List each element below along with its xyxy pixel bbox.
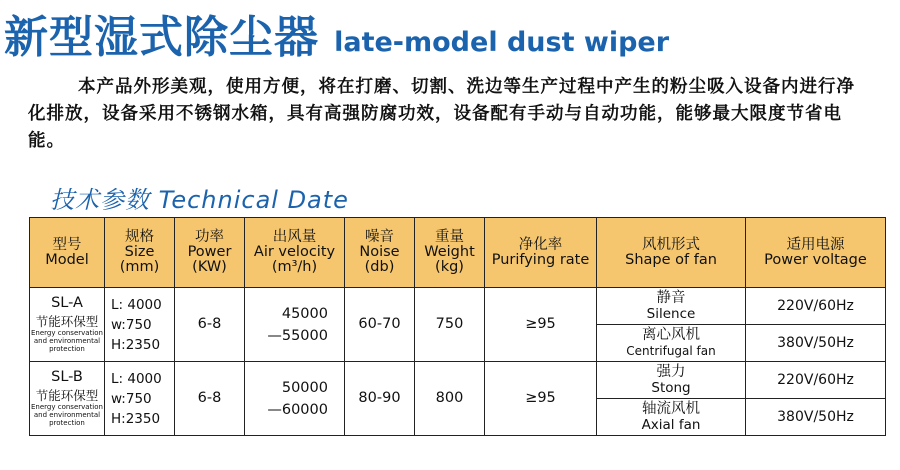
table-row [30,362,886,399]
intro-paragraph: 本产品外形美观，使用方便，将在打磨、切割、洗边等生产过程中产生的粉尘吸入设备内进行净化排放，设备采用不锈钢水箱，具有高强防腐功效，设备配有手动与自动功能，能够最大限度节省电能。 [28,77,855,151]
cell-noise: 60-70 [345,288,415,362]
header-air-velocity: 出风量 Air velocity (m³/h) [245,218,345,288]
cell-power: 6-8 [175,362,245,436]
title-chinese: 新型湿式除尘器 [4,12,319,63]
cell-power: 6-8 [175,288,245,362]
cell-weight: 800 [415,362,485,436]
cell-fan-type: 离心风机 Centrifugal fan [597,325,746,362]
header-power-voltage: 适用电源 Power voltage [746,218,886,288]
cell-size: L: 4000 w:750 H:2350 [105,288,175,362]
cell-voltage: 220V/60Hz [746,362,886,399]
header-purifying-rate: 净化率 Purifying rate [485,218,597,288]
header-size: 规格 Size (mm) [105,218,175,288]
header-noise: 噪音 Noise (db) [345,218,415,288]
cell-air-velocity: 45000 —55000 [245,288,345,362]
title-english: late-model dust wiper [334,27,670,58]
header-power: 功率 Power (KW) [175,218,245,288]
cell-voltage: 380V/50Hz [746,325,886,362]
cell-purifying-rate: ≥95 [485,362,597,436]
cell-air-velocity: 50000 —60000 [245,362,345,436]
cell-voltage: 380V/50Hz [746,399,886,436]
cell-fan-type: 静音 Silence [597,288,746,325]
cell-model: SL-A 节能环保型 Energy conservation and environmental protection [30,288,105,362]
page-title [4,10,669,70]
cell-size: L: 4000 w:750 H:2350 [105,362,175,436]
header-fan-shape: 风机形式 Shape of fan [597,218,746,288]
table-row [30,288,886,325]
cell-noise: 80-90 [345,362,415,436]
cell-fan-type: 强力 Stong [597,362,746,399]
cell-weight: 750 [415,288,485,362]
cell-model: SL-B 节能环保型 Energy conservation and environmental protection [30,362,105,436]
cell-voltage: 220V/60Hz [746,288,886,325]
cell-purifying-rate: ≥95 [485,288,597,362]
table-header-row [30,218,886,288]
header-model: 型号 Model [30,218,105,288]
section-title: 技术参数 Technical Date [50,186,349,214]
cell-fan-type: 轴流风机 Axial fan [597,399,746,436]
header-weight: 重量 Weight (kg) [415,218,485,288]
spec-table [29,217,886,436]
